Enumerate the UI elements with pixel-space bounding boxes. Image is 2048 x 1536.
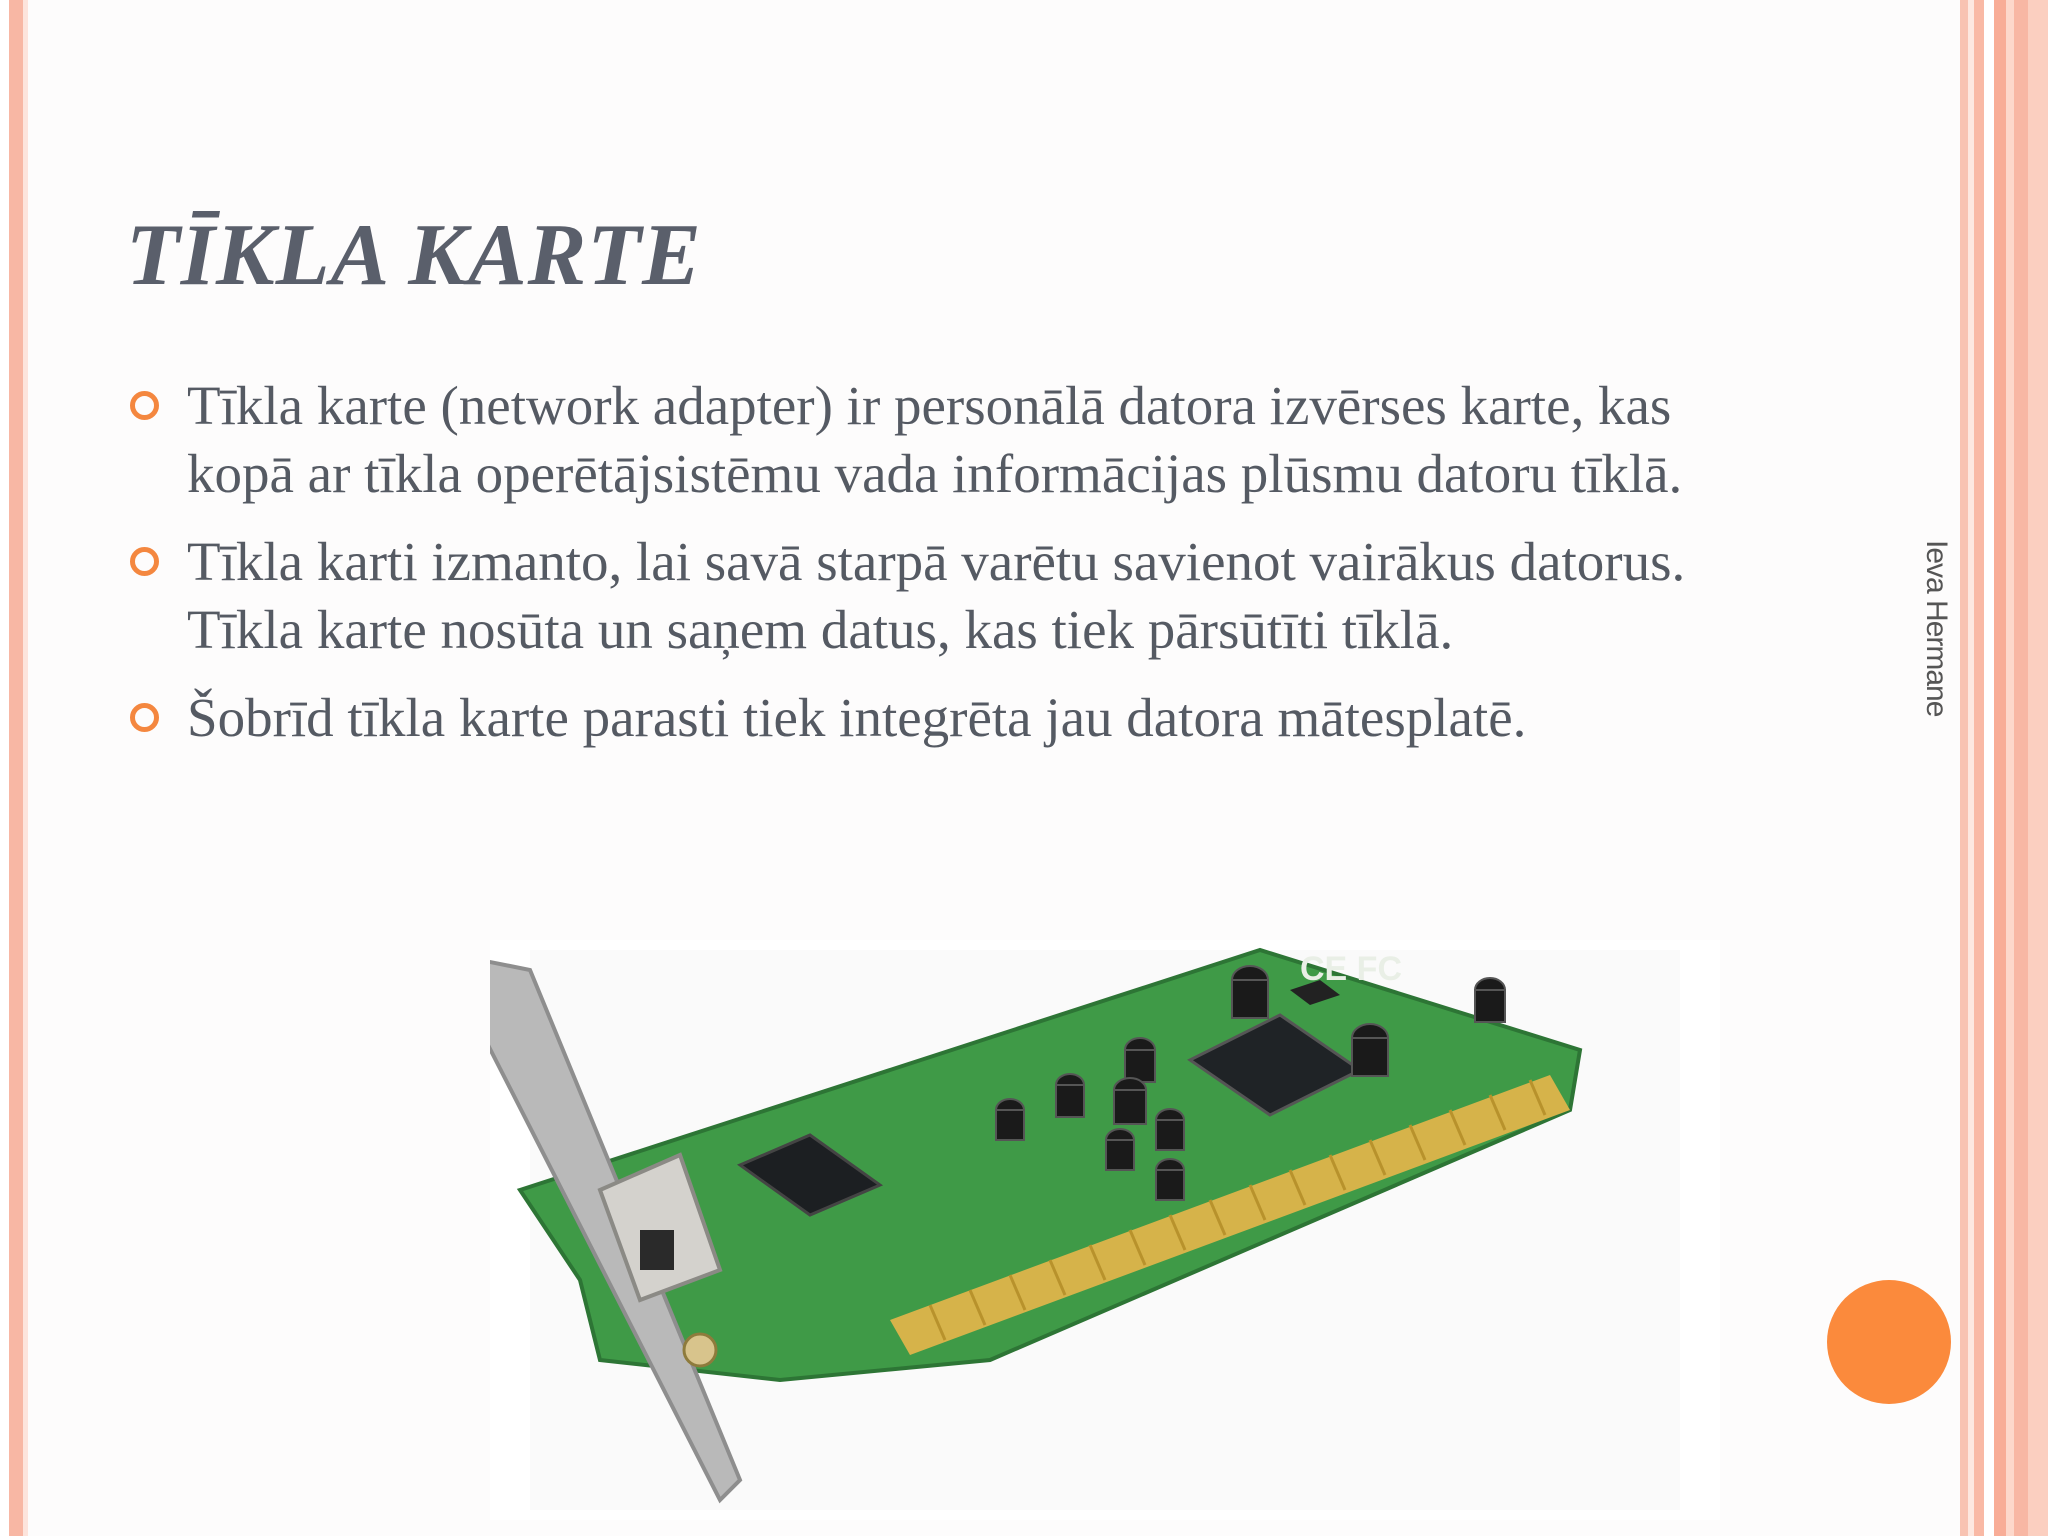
bullet-item: [130, 372, 1750, 508]
card-marking-text: CE FC: [1300, 950, 1402, 988]
slide-title: TĪKLA KARTE: [126, 207, 702, 304]
left-border-stripe: [0, 0, 9, 1536]
circle-bullet-icon: [130, 703, 159, 732]
right-border-stripe: [1984, 0, 1994, 1536]
decorative-orange-circle: [1827, 1280, 1951, 1404]
bullet-text: Tīkla karti izmanto, lai savā starpā varētu savienot vairākus datorus. Tīkla karte nosūta un saņem datus, kas tiek pārsūtīti tīklā.: [187, 531, 1686, 660]
bullet-text: Šobrīd tīkla karte parasti tiek integrēta jau datora mātesplatē.: [187, 687, 1527, 748]
bullet-item: [130, 528, 1750, 664]
network-adapter-card-image: [490, 940, 1720, 1520]
right-border-stripe: [1994, 0, 2006, 1536]
right-border-stripe: [2006, 0, 2014, 1536]
circle-bullet-icon: [130, 391, 159, 420]
right-border-stripe: [1960, 0, 1968, 1536]
bullet-list: [130, 372, 1750, 772]
right-border-stripe: [1974, 0, 1984, 1536]
bullet-item: [130, 684, 1750, 752]
left-border-stripe: [23, 0, 28, 1536]
circle-bullet-icon: [130, 547, 159, 576]
right-border-stripe: [2028, 0, 2048, 1536]
right-border-stripe: [2014, 0, 2028, 1536]
author-name: Ieva Hermane: [1920, 540, 1953, 717]
bullet-text: Tīkla karte (network adapter) ir personālā datora izvērses karte, kas kopā ar tīkla operētājsistēmu vada informācijas plūsmu datoru tīklā.: [187, 375, 1683, 504]
left-border-stripe: [9, 0, 23, 1536]
